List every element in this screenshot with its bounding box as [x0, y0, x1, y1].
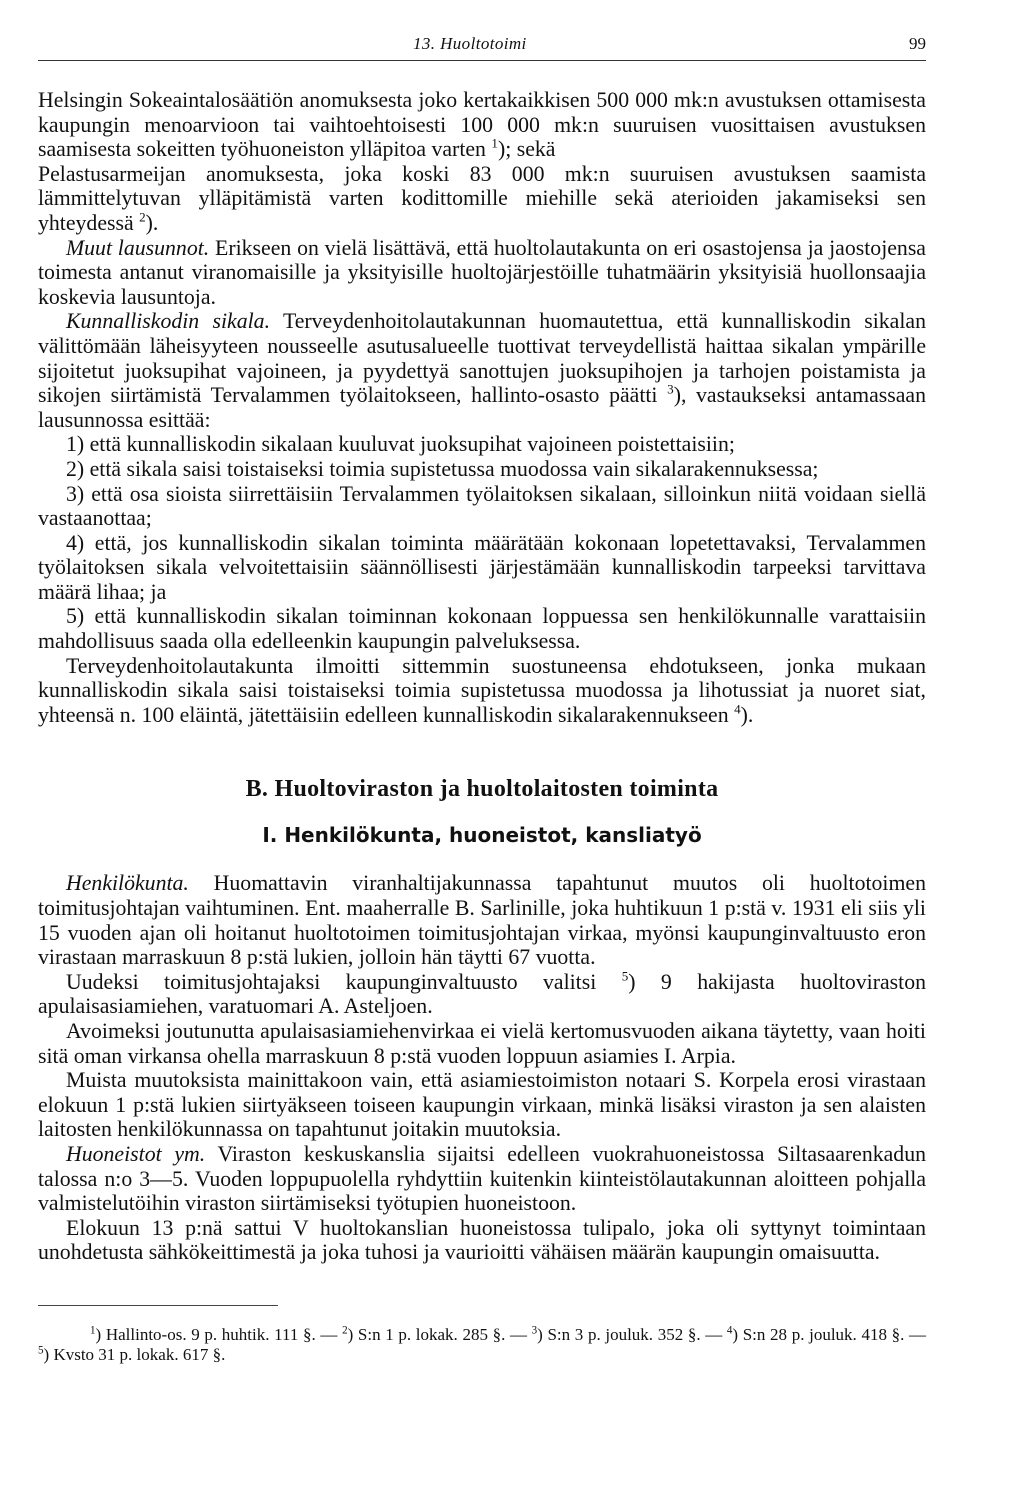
chapter-title: 13. Huoltotoimi: [413, 34, 527, 53]
list-item: 5) että kunnalliskodin sikalan toiminnan kokonaan loppuessa sen henkilökunnalle varattaisiin mahdollisuus saada olla edelleenkin kaupungin palveluksessa.: [38, 604, 926, 654]
paragraph-text-tail: ), vastaukseksi antamassaan lausunnossa esittää:: [38, 383, 926, 432]
paragraph: [38, 162, 926, 236]
section-spacer: [38, 727, 926, 775]
footnote-divider: [38, 1305, 278, 1306]
footnote-ref: 1: [491, 135, 498, 151]
footnote-ref: 2: [139, 209, 146, 225]
paragraph-text: Terveydenhoitolautakunta ilmoitti sittemmin suostuneensa ehdotukseen, jonka mukaan kunnalliskodin sikala saisi toistaiseksi toimia supistetussa muodossa ja lihotussiat ja nuoret siat, yhteensä n. 100 eläintä, jätettäisiin edelleen kunnalliskodin sikalarakennukseen: [38, 653, 926, 727]
footnote-text: ) S:n 28 p. jouluk. 418 §. —: [732, 1324, 926, 1344]
paragraph: [38, 871, 926, 969]
paragraph-text: Viraston keskuskanslia sijaitsi edelleen vuokrahuoneistossa Siltasaarenkadun talossa n:o 3—5. Vuoden loppupuolella ryhdyttiin kuitenkin kiinteistölautakunnan aloitteen pohjalla valmistelutöihin viraston siirtämiseksi työtupien huoneistoon.: [38, 1141, 926, 1216]
footnote-text: ) S:n 3 p. jouluk. 352 §. —: [537, 1324, 727, 1344]
footnote-number: 5: [38, 1344, 44, 1357]
list-item: 1) että kunnalliskodin sikalaan kuuluvat juoksupihat vajoineen poistettaisiin;: [66, 432, 735, 457]
footnote-ref: 3: [667, 381, 674, 397]
paragraph: [38, 236, 926, 310]
paragraph: [38, 1142, 926, 1216]
list-item: 3) että osa sioista siirrettäisiin Tervalammen työlaitoksen sikalaan, silloinkun niitä voidaan siellä vastaanottaa;: [38, 481, 926, 531]
paragraph-text: Erikseen on vielä lisättävä, että huoltolautakunta on eri osastojensa ja jaostojensa toimesta antanut viranomaisille ja yksityisille huoltojärjestöille tuhatmäärin yksityisiä huollonsaajia koskevia lausuntoja.: [38, 235, 926, 309]
paragraph-text: Huomattavin viranhaltijakunnassa tapahtunut muutos oli huoltotoimen toimitusjohtajan vaihtuminen. Ent. maaherralle B. Sarlinille, joka huhtikuun 1 p:stä v. 1931 eli siis yli 15 vuoden ajan oli hoitanut huoltotoimen toimitusjohtajan virkaa, myönsi kaupunginvaltuusto eron virastaan marraskuun 8 p:stä lukien, jolloin hän täytti 67 vuotta.: [38, 871, 927, 970]
paragraph-lead: Henkilökunta.: [66, 871, 189, 896]
paragraph-text: Helsingin Sokeaintalosäätiön anomuksesta joko kertakaikkisen 500 000 mk:n avustuksen ottamisesta kaupungin menoarvioon tai vaihtoehtoisesti 100 000 mk:n suuruisen vuosittaisen avustuksen saamisesta sokeitten työhuoneiston ylläpitoa varten: [38, 88, 926, 162]
list-item: 4) että, jos kunnalliskodin sikalan toiminta määrätään kokonaan lopetettavaksi, Tervalammen työlaitoksen sikala velvoitettaisiin säännöllisesti järjestämään kunnalliskodin tarpeeksi tarvittava määrä lihaa; ja: [38, 530, 926, 604]
list-item: 2) että sikala saisi toistaiseksi toimia supistetussa muodossa vain sikalarakennuksessa;: [66, 456, 819, 481]
footnote-number: 2: [342, 1324, 348, 1337]
paragraph-lead: Kunnalliskodin sikala.: [66, 309, 271, 334]
paragraph: [38, 309, 926, 432]
footnote-number: 1: [90, 1324, 96, 1337]
document-page: [38, 30, 926, 1470]
paragraph-text: Pelastusarmeijan anomuksesta, joka koski 83 000 mk:n suuruisen avustuksen saamista lämmittelytuvan ylläpitämistä varten kodittomille miehille sekä aterioiden jakamiseksi sen yhteydessä: [38, 161, 926, 235]
subsection-heading: I. Henkilökunta, huoneistot, kansliatyö: [262, 823, 702, 848]
paragraph-text-tail: ).: [145, 210, 159, 235]
paragraph-lead: Muut lausunnot.: [66, 235, 210, 260]
footnote-text: ) Kvsto 31 p. lokak. 617 §.: [43, 1344, 226, 1364]
footnote-ref: 4: [734, 701, 741, 717]
paragraph: [38, 970, 926, 1019]
paragraph: Muista muutoksista mainittakoon vain, että asiamiestoimiston notaari S. Korpela erosi virastaan elokuun 1 p:stä lukien siirtyäkseen toiseen kaupungin virkaan, minkä lisäksi viraston ja sen alaisten laitosten henkilökunnassa on tapahtunut joitakin muutoksia.: [38, 1068, 926, 1142]
footnote-text: ) Hallinto-os. 9 p. huhtik. 111 §. —: [95, 1324, 343, 1344]
footnote-ref: 5: [621, 968, 629, 984]
footnote-number: 4: [726, 1324, 733, 1337]
paragraph-text-tail: ); sekä: [497, 137, 556, 162]
paragraph-text: Uudeksi toimitusjohtajaksi kaupunginvaltuusto valitsi: [66, 969, 597, 994]
paragraph: Avoimeksi joutunutta apulaisasiamiehenvirkaa ei vielä kertomusvuoden aikana täytetty, vaan hoiti sitä oman virkansa ohella marraskuun 8 p:stä vuoden loppuun asiamies I. Arpia.: [38, 1019, 926, 1068]
paragraph-text-tail: ) 9 hakijasta huoltoviraston apulaisasiamiehen, varatuomari A. Asteljoen.: [38, 969, 926, 1019]
footnote-number: 3: [531, 1324, 538, 1337]
body-text: [38, 88, 926, 1365]
paragraph: Elokuun 13 p:nä sattui V huoltokanslian huoneistossa tulipalo, joka oli syttynyt toimintaan unohdetusta sähkökeittimestä ja joka tuhosi ja vaurioitti vähäisen määrän kaupungin omaisuutta.: [38, 1215, 926, 1265]
paragraph: [38, 88, 926, 162]
paragraph-text-tail: ).: [740, 702, 754, 727]
running-header: [38, 30, 926, 61]
paragraph-lead: Huoneistot ym.: [66, 1141, 206, 1166]
footnotes: [38, 1325, 926, 1365]
footnote-text: ) S:n 1 p. lokak. 285 §. —: [347, 1324, 532, 1344]
page-number: 99: [909, 34, 926, 53]
paragraph: [38, 654, 926, 728]
section-heading: B. Huoltoviraston ja huoltolaitosten toiminta: [245, 776, 719, 803]
paragraph-text: Terveydenhoitolautakunnan huomautettua, että kunnalliskodin sikalan välittömään läheisyyteen nousseelle asutusalueelle tuottivat terveydellistä haittaa sikalan ympärille sijoitetut juoksupihat vajoineen, ja pyydettyä sanottujen juoksupihojen ja tarhojen poistamista ja sikojen siirtämistä Tervalammen työlaitokseen, hallinto-osasto päätti: [38, 309, 926, 408]
